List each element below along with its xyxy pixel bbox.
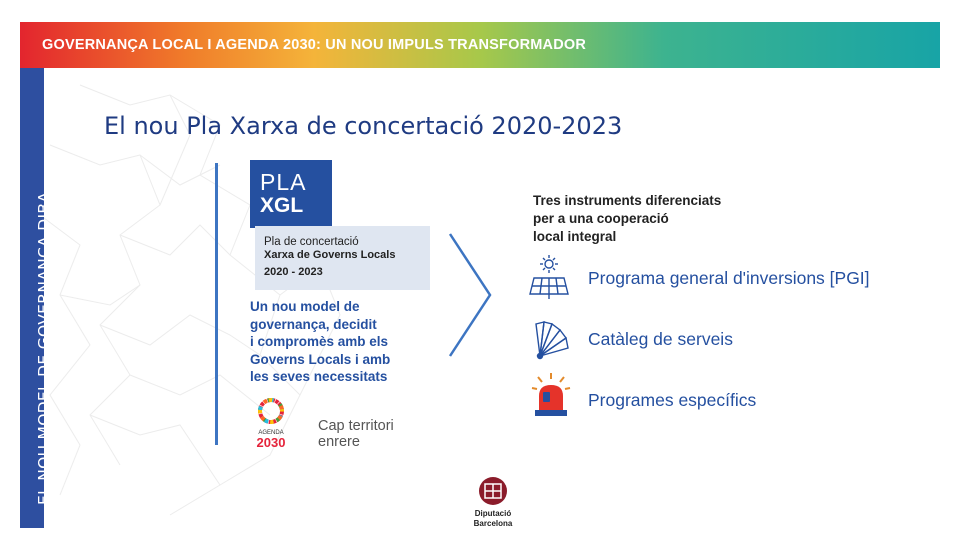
divider-line <box>215 163 218 445</box>
diputacio-emblem-icon <box>467 476 519 508</box>
pla-logo-line1: PLA <box>260 169 307 195</box>
model-line: les seves necessitats <box>250 369 388 384</box>
chevron-right-icon <box>448 232 494 358</box>
top-banner <box>20 22 940 68</box>
pla-xgl-logo <box>250 160 332 228</box>
model-line: governança, decidit <box>250 316 377 332</box>
instrument-label-pgi: Programa general d'inversions [PGI] <box>588 268 870 288</box>
agenda-line1: AGENDA <box>258 430 284 436</box>
cap-line: Cap territori <box>318 418 394 434</box>
diputacio-line2: Barcelona <box>473 519 513 528</box>
model-line: Un nou model de <box>250 299 360 314</box>
model-line: i compromès amb els <box>250 334 389 349</box>
instrument-label-cataleg: Catàleg de serveis <box>588 329 733 349</box>
agenda-2030-logo <box>251 398 291 450</box>
cap-line: enrere <box>318 434 360 450</box>
cap-territori-text <box>318 418 394 450</box>
heading-line: local integral <box>533 229 617 244</box>
pla-logo-line2: XGL <box>260 194 304 217</box>
solar-panel-icon <box>528 254 570 300</box>
plan-info-box <box>255 226 430 290</box>
heading-line: per a una cooperació <box>533 211 669 226</box>
heading-line: Tres instruments diferenciats <box>533 193 722 208</box>
catalog-fan-icon <box>530 316 572 362</box>
diputacio-line1: Diputació <box>474 509 512 518</box>
plan-line2: Xarxa de Governs Locals <box>264 249 396 261</box>
instrument-label-especifics: Programes específics <box>588 390 757 410</box>
plan-line1: Pla de concertació <box>264 236 359 248</box>
diputacio-barcelona-logo <box>467 476 519 530</box>
instruments-heading <box>533 192 773 246</box>
slide-title: El nou Pla Xarxa de concertació 2020-2023 <box>104 112 623 140</box>
siren-icon <box>530 372 572 418</box>
agenda-line2: 2030 <box>256 435 286 450</box>
side-banner-text: EL NOU MODEL DE GOVERNANÇA DIBA <box>35 191 53 505</box>
model-description <box>250 298 425 386</box>
top-banner-text: GOVERNANÇA LOCAL I AGENDA 2030: UN NOU IMPULS TRANSFORMADOR <box>42 37 587 53</box>
plan-line3: 2020 - 2023 <box>264 266 323 278</box>
model-line: Governs Locals i amb <box>250 351 391 367</box>
